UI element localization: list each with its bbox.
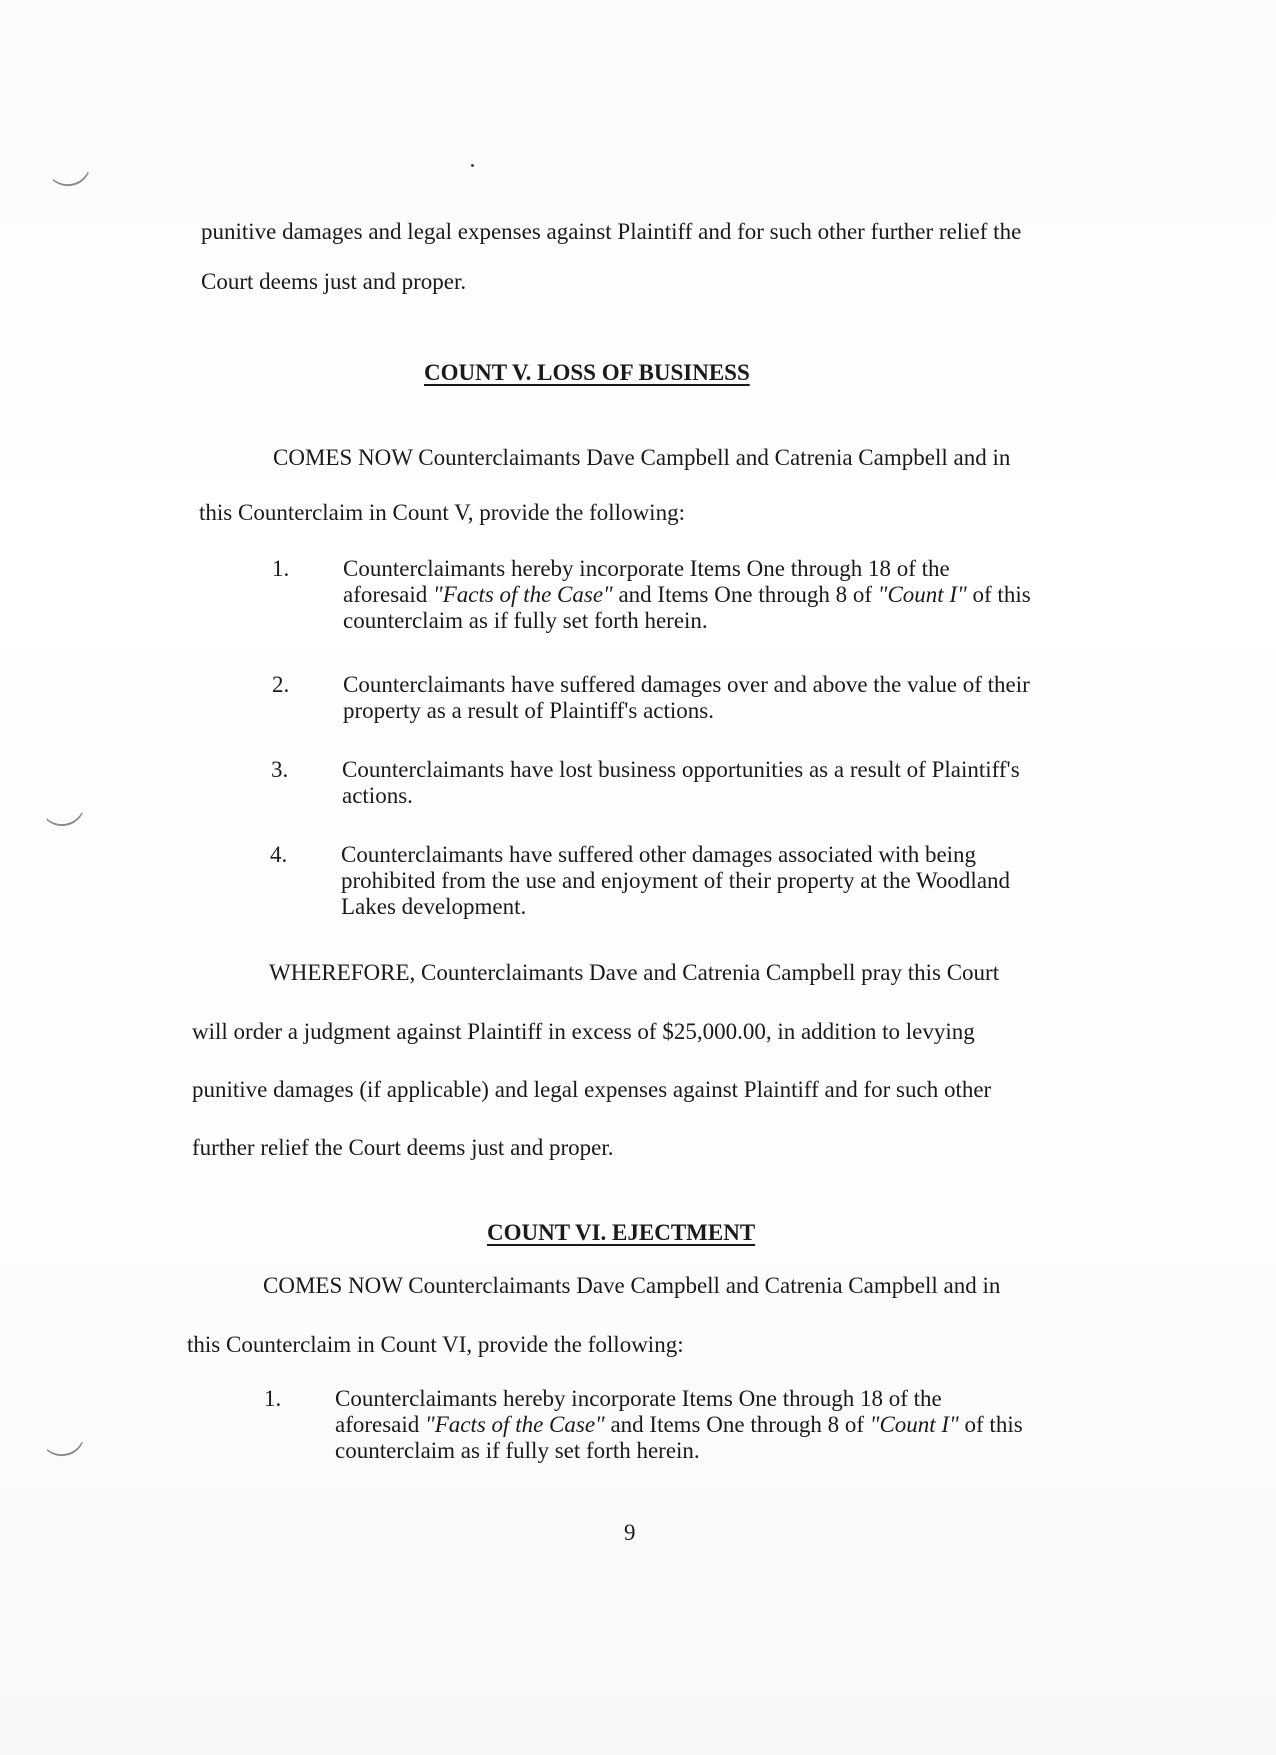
- item-number: 1.: [264, 1386, 282, 1411]
- count-v-opening-line-1: COMES NOW Counterclaimants Dave Campbell and Catrenia Campbell and in: [273, 445, 1011, 470]
- binder-hole-mark: [43, 146, 95, 191]
- item-number: 4.: [270, 842, 288, 867]
- intro-line-2: Court deems just and proper.: [201, 269, 467, 294]
- item-number: 1.: [272, 556, 290, 581]
- wherefore-line-4: further relief the Court deems just and proper.: [192, 1135, 614, 1160]
- binder-hole-mark: [37, 786, 89, 829]
- wherefore-line-2: will order a judgment against Plaintiff in excess of $25,000.00, in addition to levying: [192, 1019, 975, 1044]
- page-number: 9: [624, 1520, 636, 1545]
- scan-speck: [471, 164, 474, 167]
- item-number: 2.: [272, 672, 290, 697]
- item-text: Counterclaimants hereby incorporate Items One through 18 of the aforesaid "Facts of the Case" and Items One through 8 of "Count I" of this counterclaim as if fully set forth herein.: [343, 556, 1031, 633]
- item-text: Counterclaimants hereby incorporate Items One through 18 of the aforesaid "Facts of the Case" and Items One through 8 of "Count I" of this counterclaim as if fully set forth herein.: [335, 1386, 1023, 1463]
- intro-line-1: punitive damages and legal expenses against Plaintiff and for such other further relief the: [201, 219, 1022, 244]
- count-v-opening-line-2: this Counterclaim in Count V, provide the following:: [199, 500, 685, 525]
- wherefore-line-1: WHEREFORE, Counterclaimants Dave and Catrenia Campbell pray this Court: [269, 960, 1000, 985]
- count-vi-opening-line-1: COMES NOW Counterclaimants Dave Campbell and Catrenia Campbell and in: [263, 1273, 1001, 1298]
- binder-hole-mark: [37, 1416, 89, 1461]
- item-text: Counterclaimants have suffered other damages associated with being prohibited from the use and enjoyment of their property at the Woodland Lakes development.: [341, 842, 1011, 919]
- item-number: 3.: [271, 757, 289, 782]
- item-text: Counterclaimants have lost business opportunities as a result of Plaintiff's actions.: [342, 757, 1020, 808]
- count-vi-heading: COUNT VI. EJECTMENT: [487, 1220, 756, 1245]
- count-vi-opening-line-2: this Counterclaim in Count VI, provide the following:: [187, 1332, 684, 1357]
- wherefore-line-3: punitive damages (if applicable) and legal expenses against Plaintiff and for such other: [192, 1077, 992, 1102]
- count-v-heading: COUNT V. LOSS OF BUSINESS: [424, 360, 750, 385]
- item-text: Counterclaimants have suffered damages over and above the value of their property as a result of Plaintiff's actions.: [343, 672, 1030, 723]
